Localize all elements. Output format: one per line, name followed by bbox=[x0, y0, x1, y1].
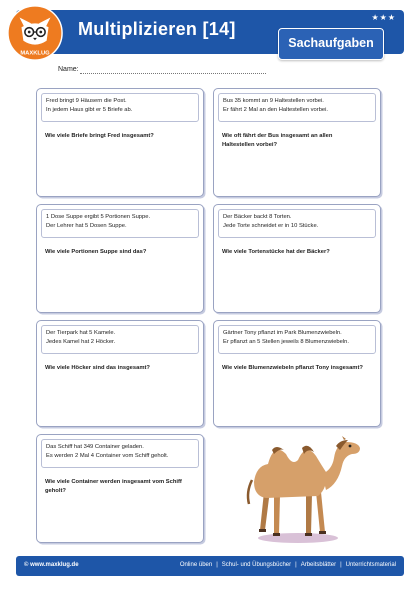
task-question: Wie viele Tortenstücke hat der Bäcker? bbox=[222, 249, 330, 255]
task-question: Wie viele Briefe bringt Fred insgesamt? bbox=[45, 133, 154, 139]
name-label: Name: bbox=[58, 66, 79, 73]
footer-separator: | bbox=[216, 562, 218, 568]
difficulty-stars: ★★★ bbox=[371, 13, 396, 22]
name-field-line[interactable] bbox=[80, 73, 266, 74]
logo-text: MAXKLUG bbox=[20, 50, 50, 57]
task-card-7 bbox=[36, 434, 204, 543]
footer-link-material[interactable]: Unterrichtsmaterial bbox=[345, 562, 396, 568]
footer-copyright[interactable]: © www.maxklug.de bbox=[24, 562, 79, 568]
task-question: Wie viele Höcker sind das insgesamt? bbox=[45, 365, 150, 371]
category-badge: Sachaufgaben bbox=[278, 28, 384, 60]
task-given: Der Bäcker backt 8 Torten. Jede Torte schneidet er in 10 Stücke. bbox=[218, 209, 376, 238]
task-given: Gärtner Tony pflanzt im Park Blumenzwiebeln. Er pflanzt an 5 Stellen jeweils 8 Blumenzwiebeln. bbox=[218, 325, 376, 354]
footer-links bbox=[180, 562, 396, 568]
footer-bar bbox=[16, 556, 404, 576]
footer-link-online[interactable]: Online üben bbox=[179, 562, 213, 568]
task-question: Wie viele Portionen Suppe sind das? bbox=[45, 249, 147, 255]
task-given: Bus 35 kommt an 9 Haltestellen vorbei. Er fährt 2 Mal an den Haltestellen vorbei. bbox=[218, 93, 376, 122]
page-title: Multiplizieren [14] bbox=[78, 19, 236, 39]
task-card-1 bbox=[36, 88, 204, 197]
maxklug-logo-icon bbox=[6, 4, 64, 62]
footer-separator: | bbox=[340, 562, 342, 568]
footer-separator: | bbox=[295, 562, 297, 568]
task-given: 1 Dose Suppe ergibt 5 Portionen Suppe. Der Lehrer hat 5 Dosen Suppe. bbox=[41, 209, 199, 238]
camel-illustration-icon bbox=[236, 430, 366, 550]
task-question: Wie viele Container werden insgesamt vom Schiff geholt? bbox=[45, 479, 182, 494]
task-question: Wie oft fährt der Bus insgesamt an allen Haltestellen vorbei? bbox=[222, 133, 333, 148]
task-card-5 bbox=[36, 320, 204, 427]
task-question: Wie viele Blumenzwiebeln pflanzt Tony insgesamt? bbox=[222, 365, 363, 371]
task-card-6 bbox=[213, 320, 381, 427]
task-card-3 bbox=[36, 204, 204, 313]
task-card-2 bbox=[213, 88, 381, 197]
footer-link-worksheets[interactable]: Arbeitsblätter bbox=[300, 562, 337, 568]
task-given: Der Tierpark hat 5 Kamele. Jedes Kamel hat 2 Höcker. bbox=[41, 325, 199, 354]
footer-link-books[interactable]: Schul- und Übungsbücher bbox=[221, 562, 292, 568]
task-given: Fred bringt 9 Häusern die Post. In jedem Haus gibt er 5 Briefe ab. bbox=[41, 93, 199, 122]
task-card-4 bbox=[213, 204, 381, 313]
task-given: Das Schiff hat 349 Container geladen. Es werden 2 Mal 4 Container vom Schiff geholt. bbox=[41, 439, 199, 468]
